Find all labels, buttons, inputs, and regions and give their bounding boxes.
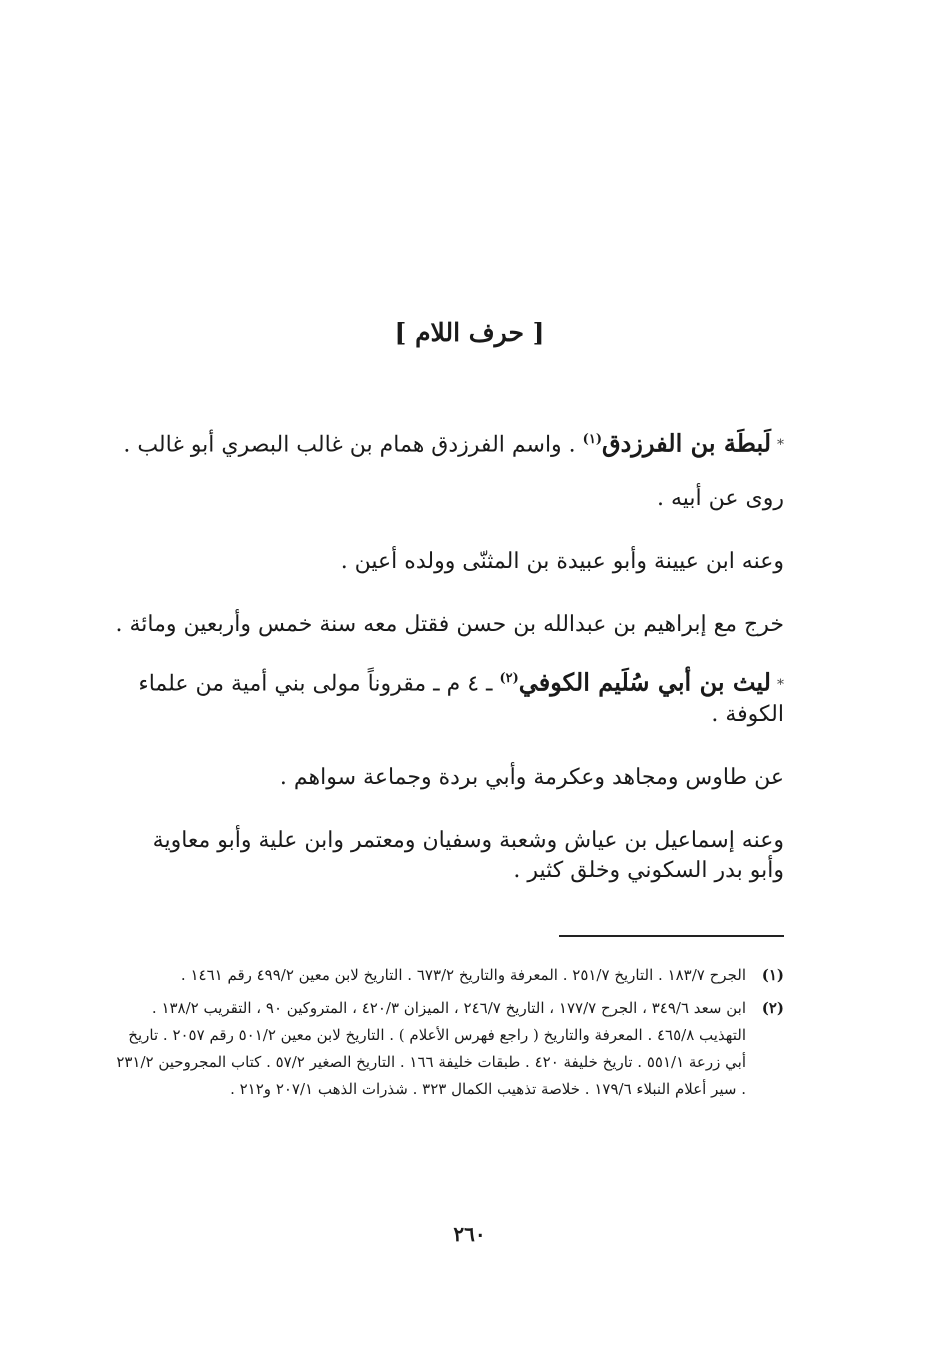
footnote-text: الجرح ١٨٣/٧ . التاريخ ٢٥١/٧ . المعرفة والتاريخ ٦٧٣/٢ . التاريخ لابن معين ٤٩٩/٢ رقم ١٤٦١ . bbox=[180, 966, 746, 984]
paragraph: خرج مع إبراهيم بن عبدالله بن حسن فقتل معه سنة خمس وأربعين ومائة . bbox=[115, 612, 784, 638]
entry-description: . واسم الفرزدق همام بن غالب البصري أبو غالب . bbox=[123, 432, 583, 458]
entry-marker: * bbox=[777, 676, 784, 693]
entry-marker: * bbox=[777, 437, 784, 454]
paragraph: روى عن أبيه . bbox=[657, 486, 784, 512]
entry-name: ليث بن أبي سُلَيم الكوفي bbox=[518, 667, 771, 697]
entry-name: لَبطَة بن الفرزدق bbox=[601, 428, 771, 458]
entry-description: ـ ٤ م ـ مقروناً مولى بني أمية من علماء الكوفة . bbox=[138, 671, 784, 727]
main-text bbox=[114, 425, 784, 886]
paragraph: عن طاوس ومجاهد وعكرمة وأبي بردة وجماعة سواهم . bbox=[279, 764, 784, 790]
entry-heading bbox=[114, 664, 784, 729]
footnote-ref: (٢) bbox=[499, 671, 519, 687]
entry-heading bbox=[114, 425, 784, 460]
footnotes bbox=[112, 962, 784, 1109]
footnote-divider bbox=[559, 935, 784, 937]
footnote bbox=[112, 995, 784, 1103]
paragraph: وعنه ابن عيينة وأبو عبيدة بن المثنّى وولده أعين . bbox=[340, 549, 784, 575]
footnote-number: (٢) bbox=[761, 999, 784, 1017]
footnote-number: (١) bbox=[761, 966, 784, 984]
footnote-text: ابن سعد ٣٤٩/٦ ، الجرح ١٧٧/٧ ، التاريخ ٢٤٦/٧ ، الميزان ٤٢٠/٣ ، المتروكين ٩٠ ، التقريب ١٣٨/٢ . التهذيب ٤٦٥/٨ . المعرفة والتاريخ ( راجع فهرس الأعلام ) . التاريخ لابن معين ٥٠١/٢ رقم ٢٠٥٧ . تاريخ أبي زرعة ٥٥١/١ . تاريخ خليفة ٤٢٠ . طبقات خليفة ١٦٦ . التاريخ الصغير ٥٧/٢ . كتاب المجروحين ٢٣١/٢ . سير أعلام النبلاء ١٧٩/٦ . خلاصة تذهيب الكمال ٣٢٣ . شذرات الذهب ٢٠٧/١ و٢١٢ . bbox=[116, 999, 746, 1098]
page-number: ٢٦٠ bbox=[453, 1222, 486, 1246]
section-heading: [ حرف اللام ] bbox=[394, 318, 545, 347]
footnote bbox=[112, 962, 784, 989]
paragraph: وعنه إسماعيل بن عياش وشعبة وسفيان ومعتمر وابن علية وأبو معاوية وأبو بدر السكوني وخلق كثير . bbox=[152, 827, 784, 883]
footnote-ref: (١) bbox=[582, 432, 602, 447]
